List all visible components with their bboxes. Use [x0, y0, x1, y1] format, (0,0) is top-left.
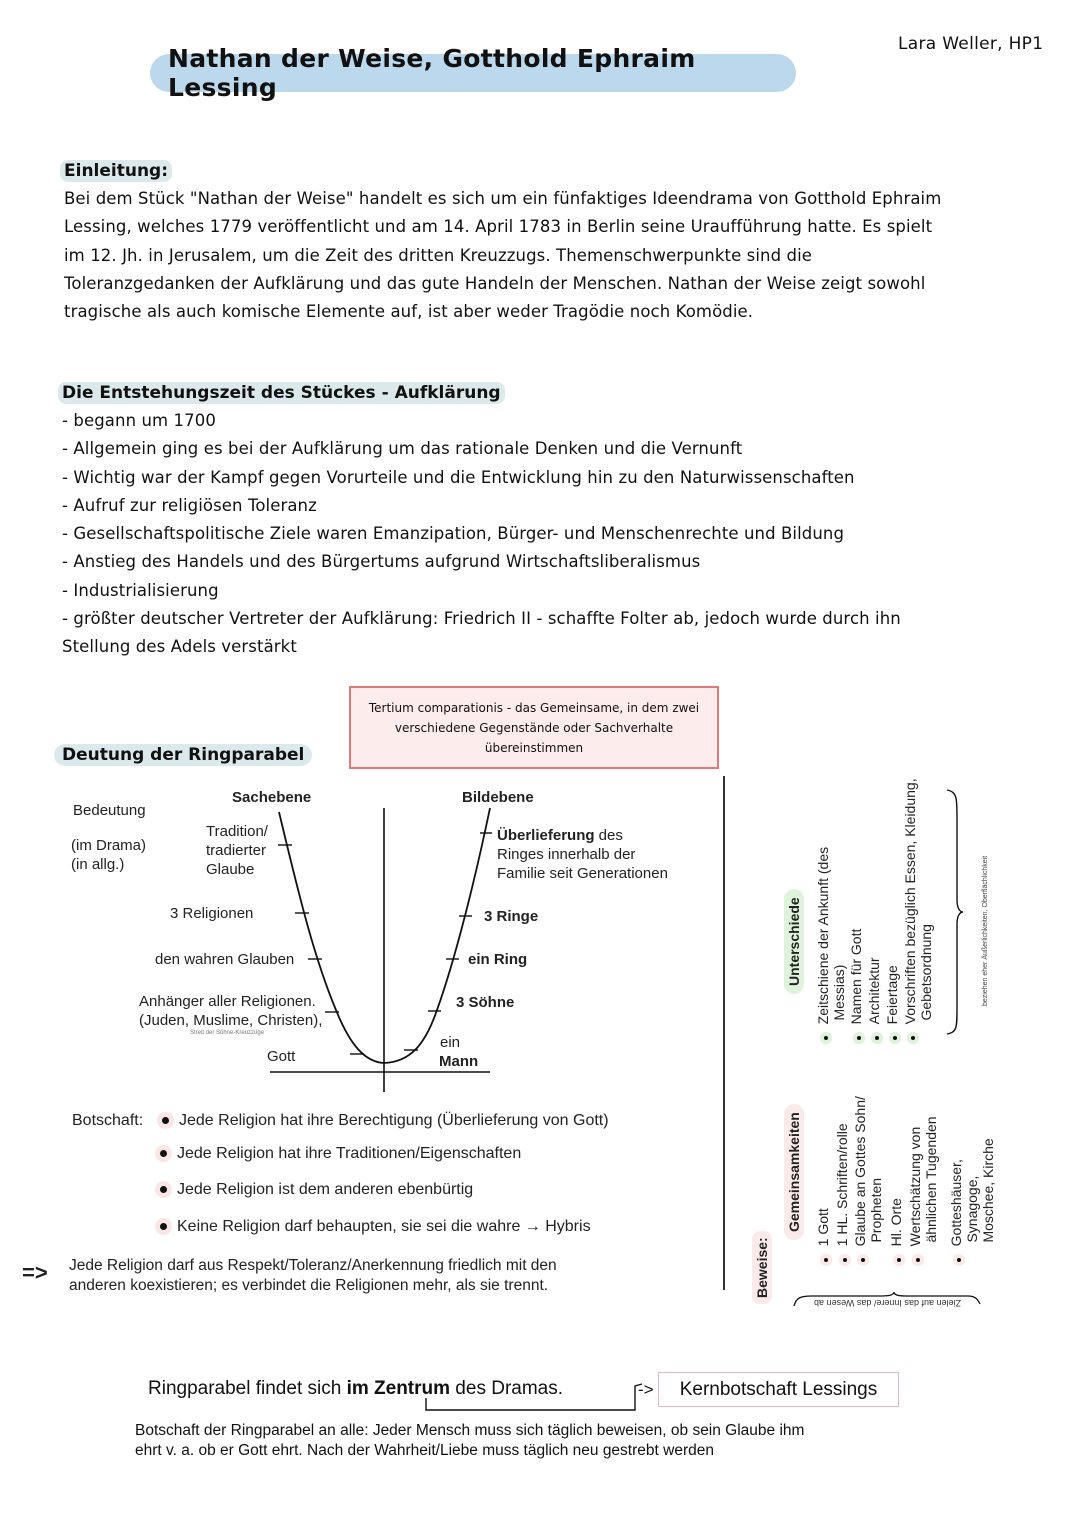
- unterschiede-item: Zeitschiene der Ankunft (des Messias): [815, 847, 847, 1040]
- list-item: - Gesellschaftspolitische Ziele waren Emanzipation, Bürger- und Menschenrechte und Bildung: [62, 524, 845, 544]
- sache-streit-note: Streit der Söhne-Kreuzzüge: [190, 1030, 265, 1036]
- bullet-icon: [893, 1036, 897, 1040]
- arrow-label: ->: [638, 1380, 654, 1399]
- list-item: - begann um 1700: [62, 411, 216, 430]
- tertium-line: verschiedene Gegenstände oder Sachverhalte: [394, 720, 674, 735]
- bullet-icon: [162, 1117, 169, 1124]
- list-item: - Wichtig war der Kampf gegen Vorurteile und die Entwicklung hin zu den Naturwissenschaften: [62, 467, 855, 487]
- sache-anhaenger: Anhänger aller Religionen.: [139, 993, 316, 1010]
- bild-ein-ring: ein Ring: [468, 951, 528, 968]
- bullet-icon: [857, 1036, 861, 1040]
- page-title-text: Nathan der Weise, Gotthold Ephraim Lessing: [168, 44, 696, 102]
- ringparabel-parabola-diagram: [0, 0, 730, 1100]
- bullet-icon: [824, 1036, 828, 1040]
- bild-ueberlieferung: Überlieferung des: [497, 827, 623, 844]
- gemeinsamkeiten-item: Wertschätzung von ähnlichen Tugenden: [907, 1116, 939, 1262]
- list-item: - größter deutscher Vertreter der Aufklärung: Friedrich II - schaffte Folter ab, jedoch wurde durch ihn: [62, 609, 901, 629]
- column-divider: [723, 776, 725, 1290]
- bild-3-soehne: 3 Söhne: [456, 994, 515, 1011]
- zentrum-statement: Ringparabel findet sich im Zentrum des Dramas.: [148, 1378, 564, 1399]
- sache-tradierter: tradierter: [206, 842, 267, 859]
- unterschiede-note: beziehen eher Äußerlichkeiten, Oberflächlichkeit: [982, 855, 989, 1006]
- sache-gott: Gott: [267, 1048, 296, 1065]
- sachebene-label: Sachebene: [232, 789, 312, 806]
- legend-im-drama: (im Drama): [71, 837, 146, 854]
- list-item: - Aufruf zur religiösen Toleranz: [62, 495, 317, 515]
- bild-ringes: Ringes innerhalb der: [497, 846, 636, 863]
- unterschiede-heading: Unterschiede: [784, 889, 804, 994]
- author-label: Lara Weller, HP1: [898, 34, 1044, 54]
- intro-line: im 12. Jh. in Jerusalem, um die Zeit des dritten Kreuzzugs. Themenschwerpunkte sind die: [64, 245, 813, 265]
- gemeinsamkeiten-item: Gotteshäuser, Synagoge, Moschee, Kirche: [948, 1138, 996, 1262]
- unterschiede-item: Vorschriften bezüglich Essen, Kleidung, Gebetsordnung: [902, 778, 934, 1040]
- kernbotschaft-box: Kernbotschaft Lessings: [658, 1372, 899, 1407]
- gemeinsamkeiten-item: 1 HL. Schriften/rolle: [834, 1123, 850, 1262]
- sache-tradition: Tradition/: [206, 823, 268, 840]
- sache-3-religionen: 3 Religionen: [170, 905, 254, 922]
- bild-familie: Familie seit Generationen: [497, 865, 668, 882]
- bullet-icon: [916, 1258, 920, 1262]
- intro-line: tragische als auch komische Elemente auf, ist aber weder Tragödie noch Komödie.: [64, 302, 754, 322]
- bullet-icon: [843, 1258, 847, 1262]
- botschaft-item: Jede Religion ist dem anderen ebenbürtig: [160, 1181, 473, 1199]
- gemeinsamkeiten-item: 1 Gott: [815, 1208, 831, 1262]
- gemeinsamkeiten-note: Zielen auf das Innere/ das Wesen ab: [814, 1298, 961, 1308]
- bullet-icon: [861, 1258, 865, 1262]
- list-item: - Anstieg des Handels und des Bürgertums aufgrund Wirtschaftsliberalismus: [62, 552, 701, 572]
- sache-wahrer-glaube: den wahren Glauben: [155, 951, 295, 968]
- intro-line: Lessing, welches 1779 veröffentlicht und am 14. April 1783 in Berlin seine Uraufführung hatte. Es spielt: [64, 217, 933, 237]
- bullet-icon: [160, 1223, 167, 1230]
- bullet-icon: [897, 1258, 901, 1262]
- bullet-icon: [875, 1036, 879, 1040]
- unterschiede-item: Namen für Gott: [848, 929, 864, 1040]
- footer-line: ehrt v. a. ob er Gott ehrt. Nach der Wahrheit/Liebe muss täglich neu gestrebt werden: [135, 1442, 714, 1459]
- footer-line: Botschaft der Ringparabel an alle: Jeder Mensch muss sich täglich beweisen, ob sein Glaube ihm: [135, 1422, 805, 1439]
- legend-bedeutung: Bedeutung: [73, 802, 146, 819]
- bullet-icon: [824, 1258, 828, 1262]
- bild-ein: ein: [440, 1034, 461, 1051]
- beweise-label: Beweise:: [752, 1231, 772, 1304]
- botschaft-item: Jede Religion hat ihre Berechtigung (Überlieferung von Gott): [162, 1112, 609, 1130]
- list-item: - Allgemein ging es bei der Aufklärung um das rationale Denken und die Vernunft: [62, 439, 743, 459]
- conclusion-line: anderen koexistieren; es verbindet die Religionen mehr, als sie trennt.: [69, 1277, 549, 1294]
- list-item: Stellung des Adels verstärkt: [62, 637, 297, 657]
- bullet-icon: [911, 1036, 915, 1040]
- gemeinsamkeiten-heading: Gemeinsamkeiten: [784, 1104, 804, 1240]
- curly-brace-icon: [945, 788, 965, 1036]
- list-item: - Industrialisierung: [62, 580, 219, 600]
- unterschiede-item: Feiertage: [884, 965, 900, 1040]
- gemeinsamkeiten-item: Hl. Orte: [888, 1198, 904, 1262]
- connector-arrow-icon: [420, 1380, 660, 1414]
- bildebene-label: Bildebene: [462, 789, 534, 806]
- bild-mann: Mann: [439, 1053, 479, 1070]
- gemeinsamkeiten-item: Glaube an Gottes Sohn/ Propheten: [852, 1096, 884, 1262]
- bullet-icon: [160, 1150, 167, 1157]
- intro-line: Bei dem Stück "Nathan der Weise" handelt es sich um ein fünfaktiges Ideendrama von Gotthold Ephraim: [64, 189, 942, 208]
- implies-arrow-icon: =>: [22, 1260, 48, 1285]
- bullet-icon: [957, 1258, 961, 1262]
- unterschiede-item: Architektur: [866, 957, 882, 1040]
- conclusion-line: Jede Religion darf aus Respekt/Toleranz/Anerkennung friedlich mit den: [69, 1257, 557, 1274]
- intro-heading: Einleitung:: [60, 160, 172, 182]
- bullet-icon: [160, 1186, 167, 1193]
- botschaft-item: Jede Religion hat ihre Traditionen/Eigenschaften: [160, 1145, 521, 1163]
- ringparabel-heading: Deutung der Ringparabel: [54, 744, 312, 766]
- sache-glaube: Glaube: [206, 861, 255, 878]
- sache-religionen-liste: (Juden, Muslime, Christen),: [139, 1012, 323, 1029]
- footer-message: [135, 1421, 935, 1461]
- legend-in-allg: (in allg.): [71, 856, 125, 873]
- aufklaerung-heading: Die Entstehungszeit des Stückes - Aufklärung: [58, 382, 505, 404]
- botschaft-label: Botschaft:: [72, 1112, 144, 1129]
- bild-3-ringe: 3 Ringe: [484, 908, 539, 925]
- tertium-line: Tertium comparationis - das Gemeinsame, in dem zwei: [368, 700, 700, 715]
- intro-line: Toleranzgedanken der Aufklärung und das gute Handeln der Menschen. Nathan der Weise zeigt sowohl: [64, 273, 926, 293]
- tertium-line: übereinstimmen: [484, 740, 584, 755]
- botschaft-item: Keine Religion darf behaupten, sie sei die wahre → Hybris: [160, 1218, 591, 1236]
